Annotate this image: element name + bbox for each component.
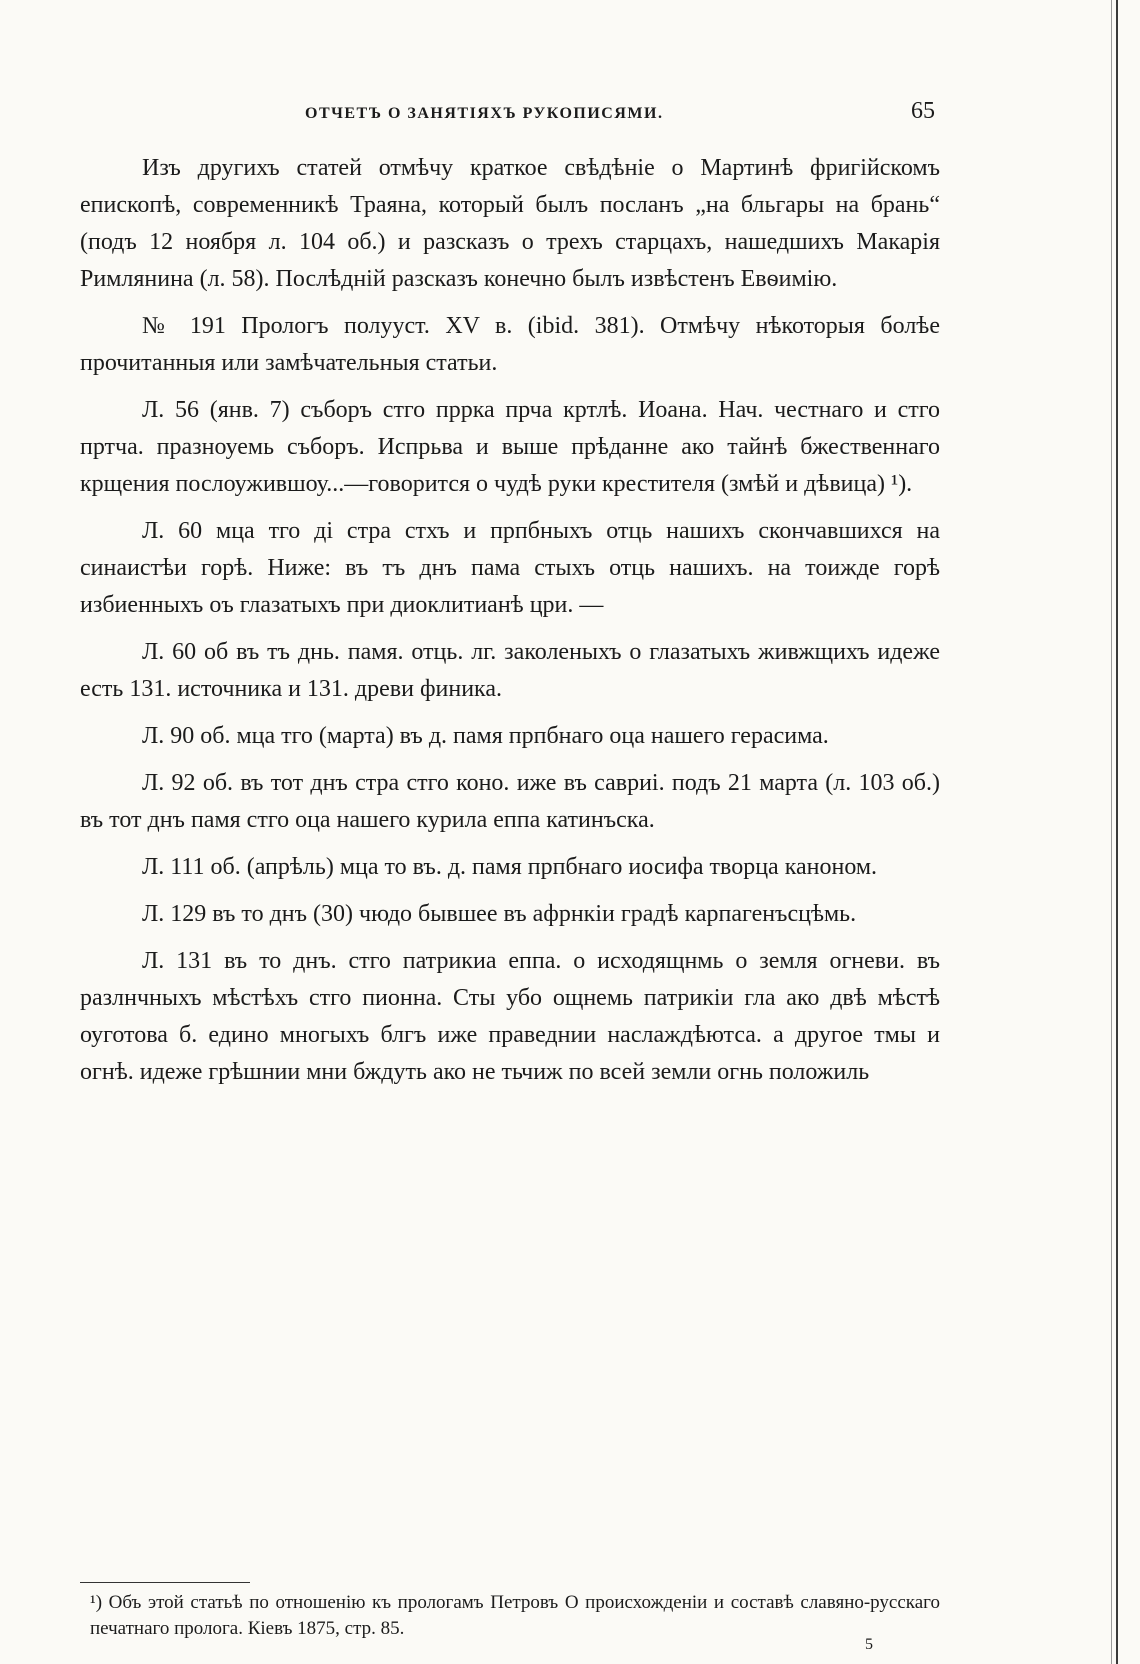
printer-signature: 5 [865,1636,873,1653]
paragraph: Л. 92 об. въ тот днъ стра стго коно. иже въ савриі. подъ 21 марта (л. 103 об.) въ тот днъ памя стго оца нашего курила еппа катинъска. [80,770,940,833]
page-number: 65 [911,98,935,124]
page-edge-line [1116,0,1118,1664]
body-text [80,150,940,1101]
paragraph: Л. 131 въ то днъ. стго патрикиа еппа. о исходящнмь о земля огневи. въ разлнчныхъ мѣстѣхъ стго пионна. Сты убо ощнемь патрикіи гла ако двѣ мѣстѣ оуготова б. едино многыхъ блгъ иже праведнии наслаждѣютса. а другое тмы и огнѣ. идеже грѣшнии мни бждуть ако не тьчиж по всей земли огнь положиль [80,948,940,1085]
footnote-rule [80,1582,250,1583]
paragraph: № 191 Прологъ полууст. XV в. (ibid. 381). Отмѣчу нѣкоторыя болѣе прочитанныя или замѣчательныя статьи. [80,313,940,376]
paragraph: Л. 60 мца тго ді стра стхъ и прпбныхъ отць нашихъ скончавшихся на синаистѣи горѣ. Ниже: въ тъ днъ пама стыхъ отць нашихъ. на тоижде горѣ избиенныхъ оъ глазатыхъ при диоклитианѣ цри. — [80,518,940,618]
paragraph: Л. 56 (янв. 7) съборъ стго пррка прча кртлѣ. Иоана. Нач. честнаго и стго пртча. празноуемь съборъ. Испрьва и выше прѣданне ако тайнѣ бжественнаго крщения послоужившоу...—говорится о чудѣ руки крестителя (змѣй и дѣвица) ¹). [80,397,940,497]
paragraph: Л. 60 об въ тъ днь. памя. отць. лг. заколеныхъ о глазатыхъ живжщихъ идеже есть 131. источника и 131. древи финика. [80,639,940,702]
paragraph: Л. 111 об. (апрѣль) мца то въ. д. памя прпбнаго иосифа творца каноном. [142,854,878,880]
page-edge-line-thin [1111,0,1112,1664]
paragraph: Л. 129 въ то днъ (30) чюдо бывшее въ афрнкіи градѣ карпагенъсцѣмь. [142,901,857,927]
running-head: ОТЧЕТЪ О ЗАНЯТІЯХЪ РУКОПИСЯМИ. [305,105,664,122]
paragraph: Л. 90 об. мца тго (марта) въ д. памя прпбнаго оца нашего герасима. [142,723,829,749]
footnote: ¹) Объ этой статьѣ по отношенію къ прологамъ Петровъ О происхожденіи и составѣ славяно-русскаго печатнаго пролога. Кіевъ 1875, стр. 85. [90,1592,940,1639]
page-header [305,98,935,125]
paragraph: Изъ другихъ статей отмѣчу краткое свѣдѣніе о Мартинѣ фригійскомъ епископѣ, современникѣ Траяна, который былъ посланъ „на бльгары на брань“ (подъ 12 ноября л. 104 об.) и разсказъ о трехъ старцахъ, нашедшихъ Макарія Римлянина (л. 58). Послѣдній разсказъ конечно былъ извѣстенъ Евѳимію. [80,155,940,292]
